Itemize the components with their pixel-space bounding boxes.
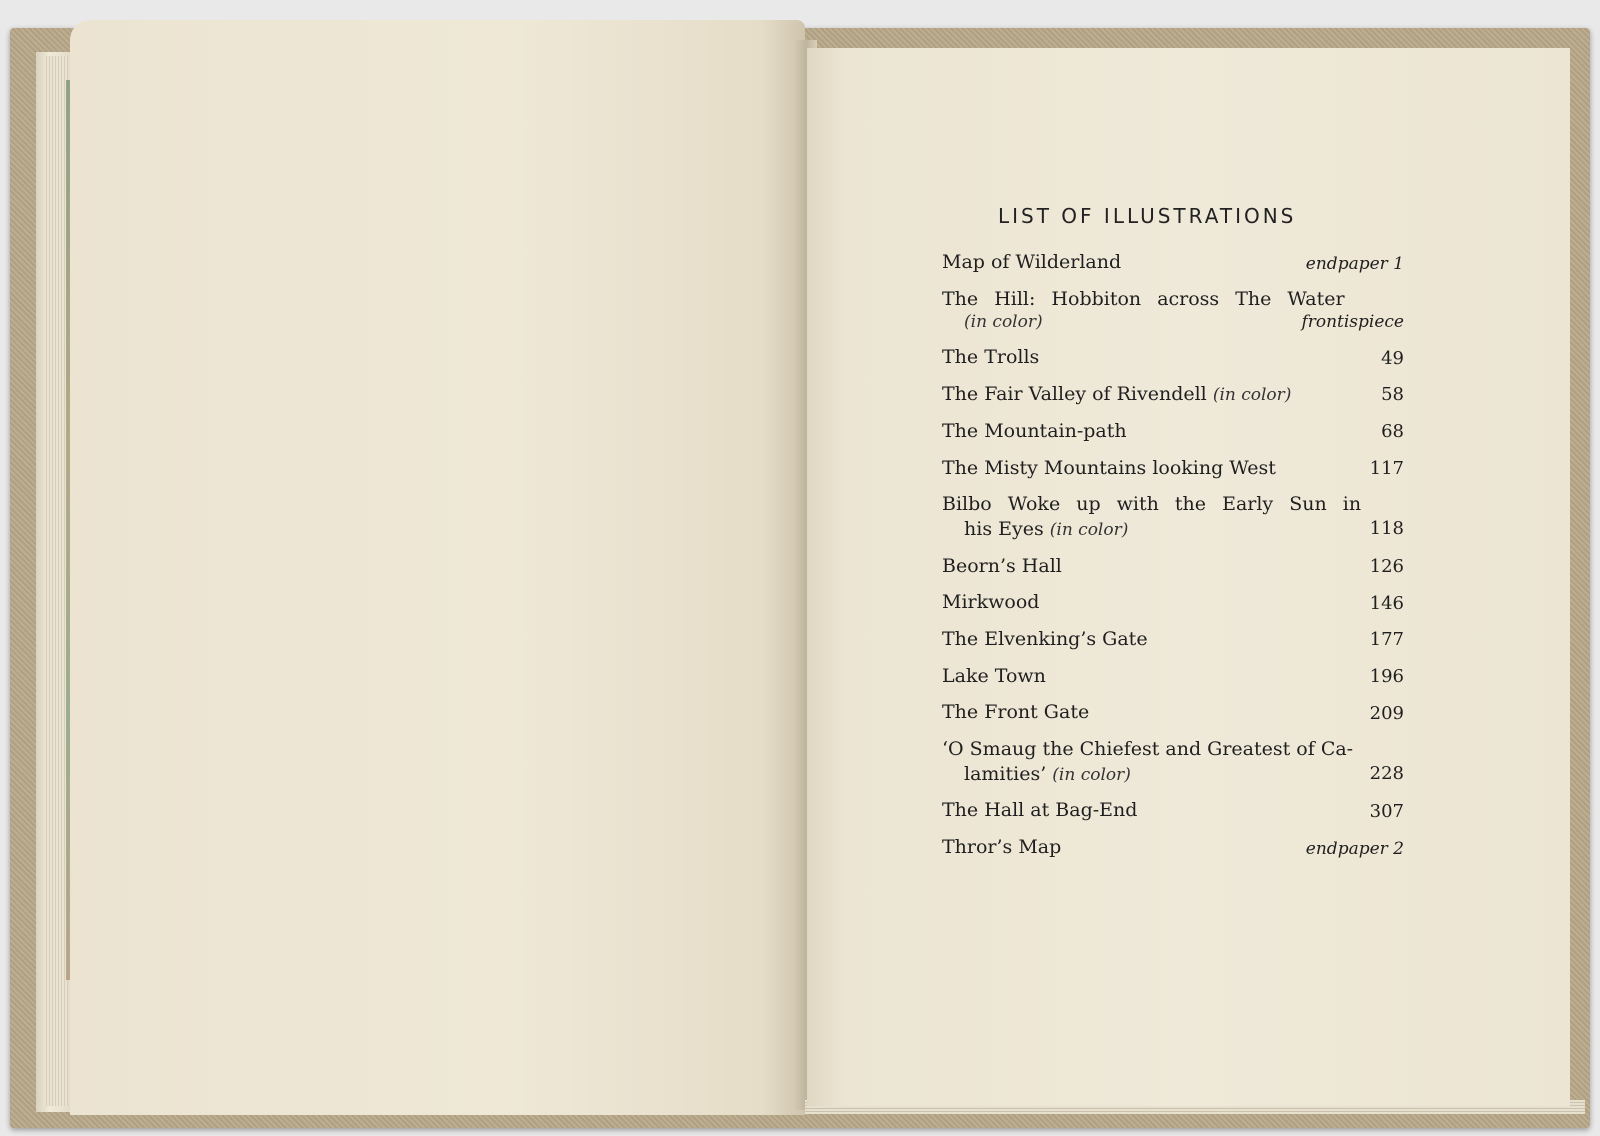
toc-entry bbox=[942, 250, 1404, 275]
entry-page: 177 bbox=[1369, 629, 1404, 651]
entry-title: Beorn’s Hall bbox=[942, 554, 1062, 577]
toc-entry bbox=[942, 419, 1404, 444]
entry-title: The Misty Mountains looking West bbox=[942, 456, 1276, 479]
entry-title: Bilbo Woke up with the Early Sun in bbox=[942, 493, 1362, 516]
entry-note: (in color) bbox=[1212, 385, 1292, 406]
page-stack bbox=[44, 56, 68, 1106]
entry-note: (in color) bbox=[1049, 519, 1129, 540]
entry-page: 196 bbox=[1369, 665, 1404, 687]
entry-title: Lake Town bbox=[942, 664, 1046, 687]
entry-title: Mirkwood bbox=[942, 591, 1040, 614]
toc-entry bbox=[942, 835, 1404, 860]
toc-list bbox=[942, 250, 1404, 872]
entry-title: The Hill: Hobbiton across The Water bbox=[942, 287, 1345, 310]
toc-entry bbox=[942, 345, 1404, 370]
toc-entry bbox=[942, 700, 1404, 725]
left-page-blank bbox=[70, 20, 805, 1115]
entry-page: 58 bbox=[1381, 384, 1404, 406]
entry-page: 49 bbox=[1381, 347, 1404, 369]
entry-page: 146 bbox=[1369, 592, 1404, 614]
entry-continuation: lamities’ bbox=[964, 762, 1047, 785]
entry-note: (in color) bbox=[1052, 764, 1131, 785]
entry-page: 117 bbox=[1369, 457, 1404, 479]
toc-entry bbox=[942, 627, 1404, 652]
entry-title: The Hall at Bag-End bbox=[942, 799, 1138, 822]
toc-entry bbox=[942, 492, 1404, 541]
entry-page: 228 bbox=[1369, 762, 1404, 784]
entry-title: The Fair Valley of Rivendell bbox=[942, 383, 1207, 406]
entry-page: 126 bbox=[1369, 555, 1404, 577]
entry-continuation: his Eyes bbox=[964, 517, 1044, 540]
entry-title: The Trolls bbox=[942, 346, 1040, 369]
entry-page: 68 bbox=[1381, 421, 1404, 443]
entry-title: The Elvenking’s Gate bbox=[942, 627, 1148, 650]
toc-title: LIST OF ILLUSTRATIONS bbox=[998, 204, 1297, 228]
entry-note: (in color) bbox=[964, 312, 1043, 333]
toc-entry bbox=[942, 554, 1404, 579]
entry-page: endpaper 1 bbox=[1305, 253, 1404, 274]
entry-page: frontispiece bbox=[1301, 312, 1404, 333]
toc-entry bbox=[942, 287, 1404, 334]
entry-title: The Front Gate bbox=[942, 701, 1090, 724]
toc-entry bbox=[942, 382, 1404, 407]
toc-entry bbox=[942, 664, 1404, 689]
entry-page: 118 bbox=[1369, 517, 1404, 539]
entry-title: Map of Wilderland bbox=[942, 251, 1122, 273]
toc-entry bbox=[942, 798, 1404, 823]
toc-entry bbox=[942, 737, 1404, 786]
entry-page: endpaper 2 bbox=[1305, 838, 1404, 859]
entry-title: ‘O Smaug the Chiefest and Greatest of Ca- bbox=[942, 738, 1354, 761]
entry-title: The Mountain-path bbox=[942, 419, 1127, 442]
toc-entry bbox=[942, 590, 1404, 615]
toc-entry bbox=[942, 456, 1404, 481]
entry-page: 307 bbox=[1369, 800, 1404, 822]
entry-title: Thror’s Map bbox=[942, 836, 1062, 859]
entry-page: 209 bbox=[1369, 702, 1404, 724]
